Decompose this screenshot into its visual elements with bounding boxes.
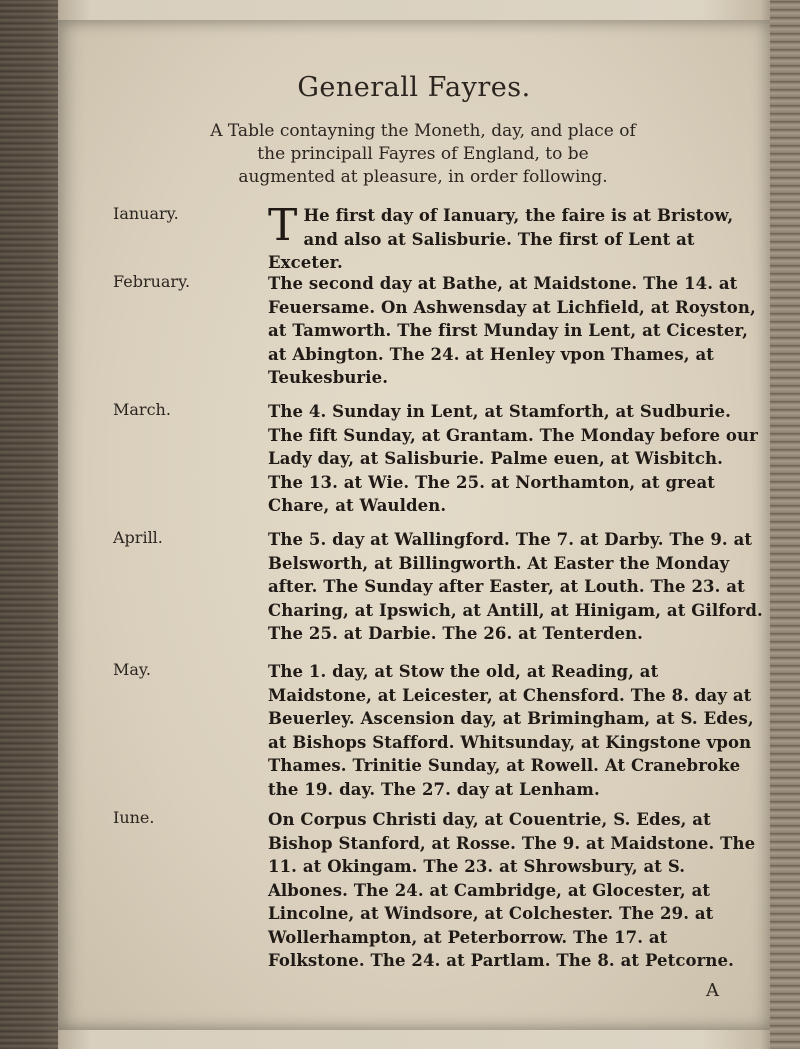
month-label: Aprill. xyxy=(113,528,163,547)
entry-body: He first day of Ianuary, the faire is at Bristow, and also at Salisburie. The first of Lent at Exceter. xyxy=(268,206,734,272)
entry-body: On Corpus Christi day, at Couentrie, S. Edes, at Bishop Stanford, at Rosse. The 9. at Maidstone. The 11. at Okingam. The 23. at Shrowsbury, at S. Albones. The 24. at Cambridge, at Glocester, at Lincolne, at Windsore, at Colchester. The 29. at Wollerhampton, at Peterborrow. The 17. at Folkstone. The 24. at Partlam. The 8. at Petcorne. xyxy=(268,810,756,970)
month-label: Ianuary. xyxy=(113,204,179,223)
month-label: May. xyxy=(113,660,151,679)
catchword: A xyxy=(706,980,719,1001)
table-intro: A Table contayning the Moneth, day, and place of the principall Fayres of England, to be augmented at pleasure, in order following. xyxy=(210,121,636,187)
page-gutter xyxy=(0,0,58,1049)
drop-cap: T xyxy=(268,200,298,251)
entry-text xyxy=(268,200,763,275)
running-head: Generall Fayres. xyxy=(297,72,531,103)
entry-body: The second day at Bathe, at Maidstone. The 14. at Feuersame. On Ashwensday at Lichfield, at Royston, at Tamworth. The first Munday in Lent, at Cicester, at Abington. The 24. at Henley vpon Thames, at Teukesburie. xyxy=(268,274,756,387)
book-page xyxy=(58,20,770,1030)
month-label: Iune. xyxy=(113,808,155,827)
entry-body: The 4. Sunday in Lent, at Stamforth, at Sudburie. The fift Sunday, at Grantam. The Monday before our Lady day, at Salisburie. Palme euen, at Wisbitch. The 13. at Wie. The 25. at Northamton, at great Chare, at Waulden. xyxy=(268,402,758,515)
page-edges xyxy=(770,0,800,1049)
entry-body: The 1. day, at Stow the old, at Reading, at Maidstone, at Leicester, at Chensford. The 8. day at Beuerley. Ascension day, at Brimingham, at S. Edes, at Bishops Stafford. Whitsunday, at Kingstone vpon Thames. Trinitie Sunday, at Rowell. At Cranebroke the 19. day. The 27. day at Lenham. xyxy=(268,662,754,799)
month-label: February. xyxy=(113,272,191,291)
entry-body: The 5. day at Wallingford. The 7. at Darby. The 9. at Belsworth, at Billingworth. At Easter the Monday after. The Sunday after Easter, at Louth. The 23. at Charing, at Ipswich, at Antill, at Hinigam, at Gilford. The 25. at Darbie. The 26. at Tenterden. xyxy=(268,530,763,643)
month-label: March. xyxy=(113,400,171,419)
